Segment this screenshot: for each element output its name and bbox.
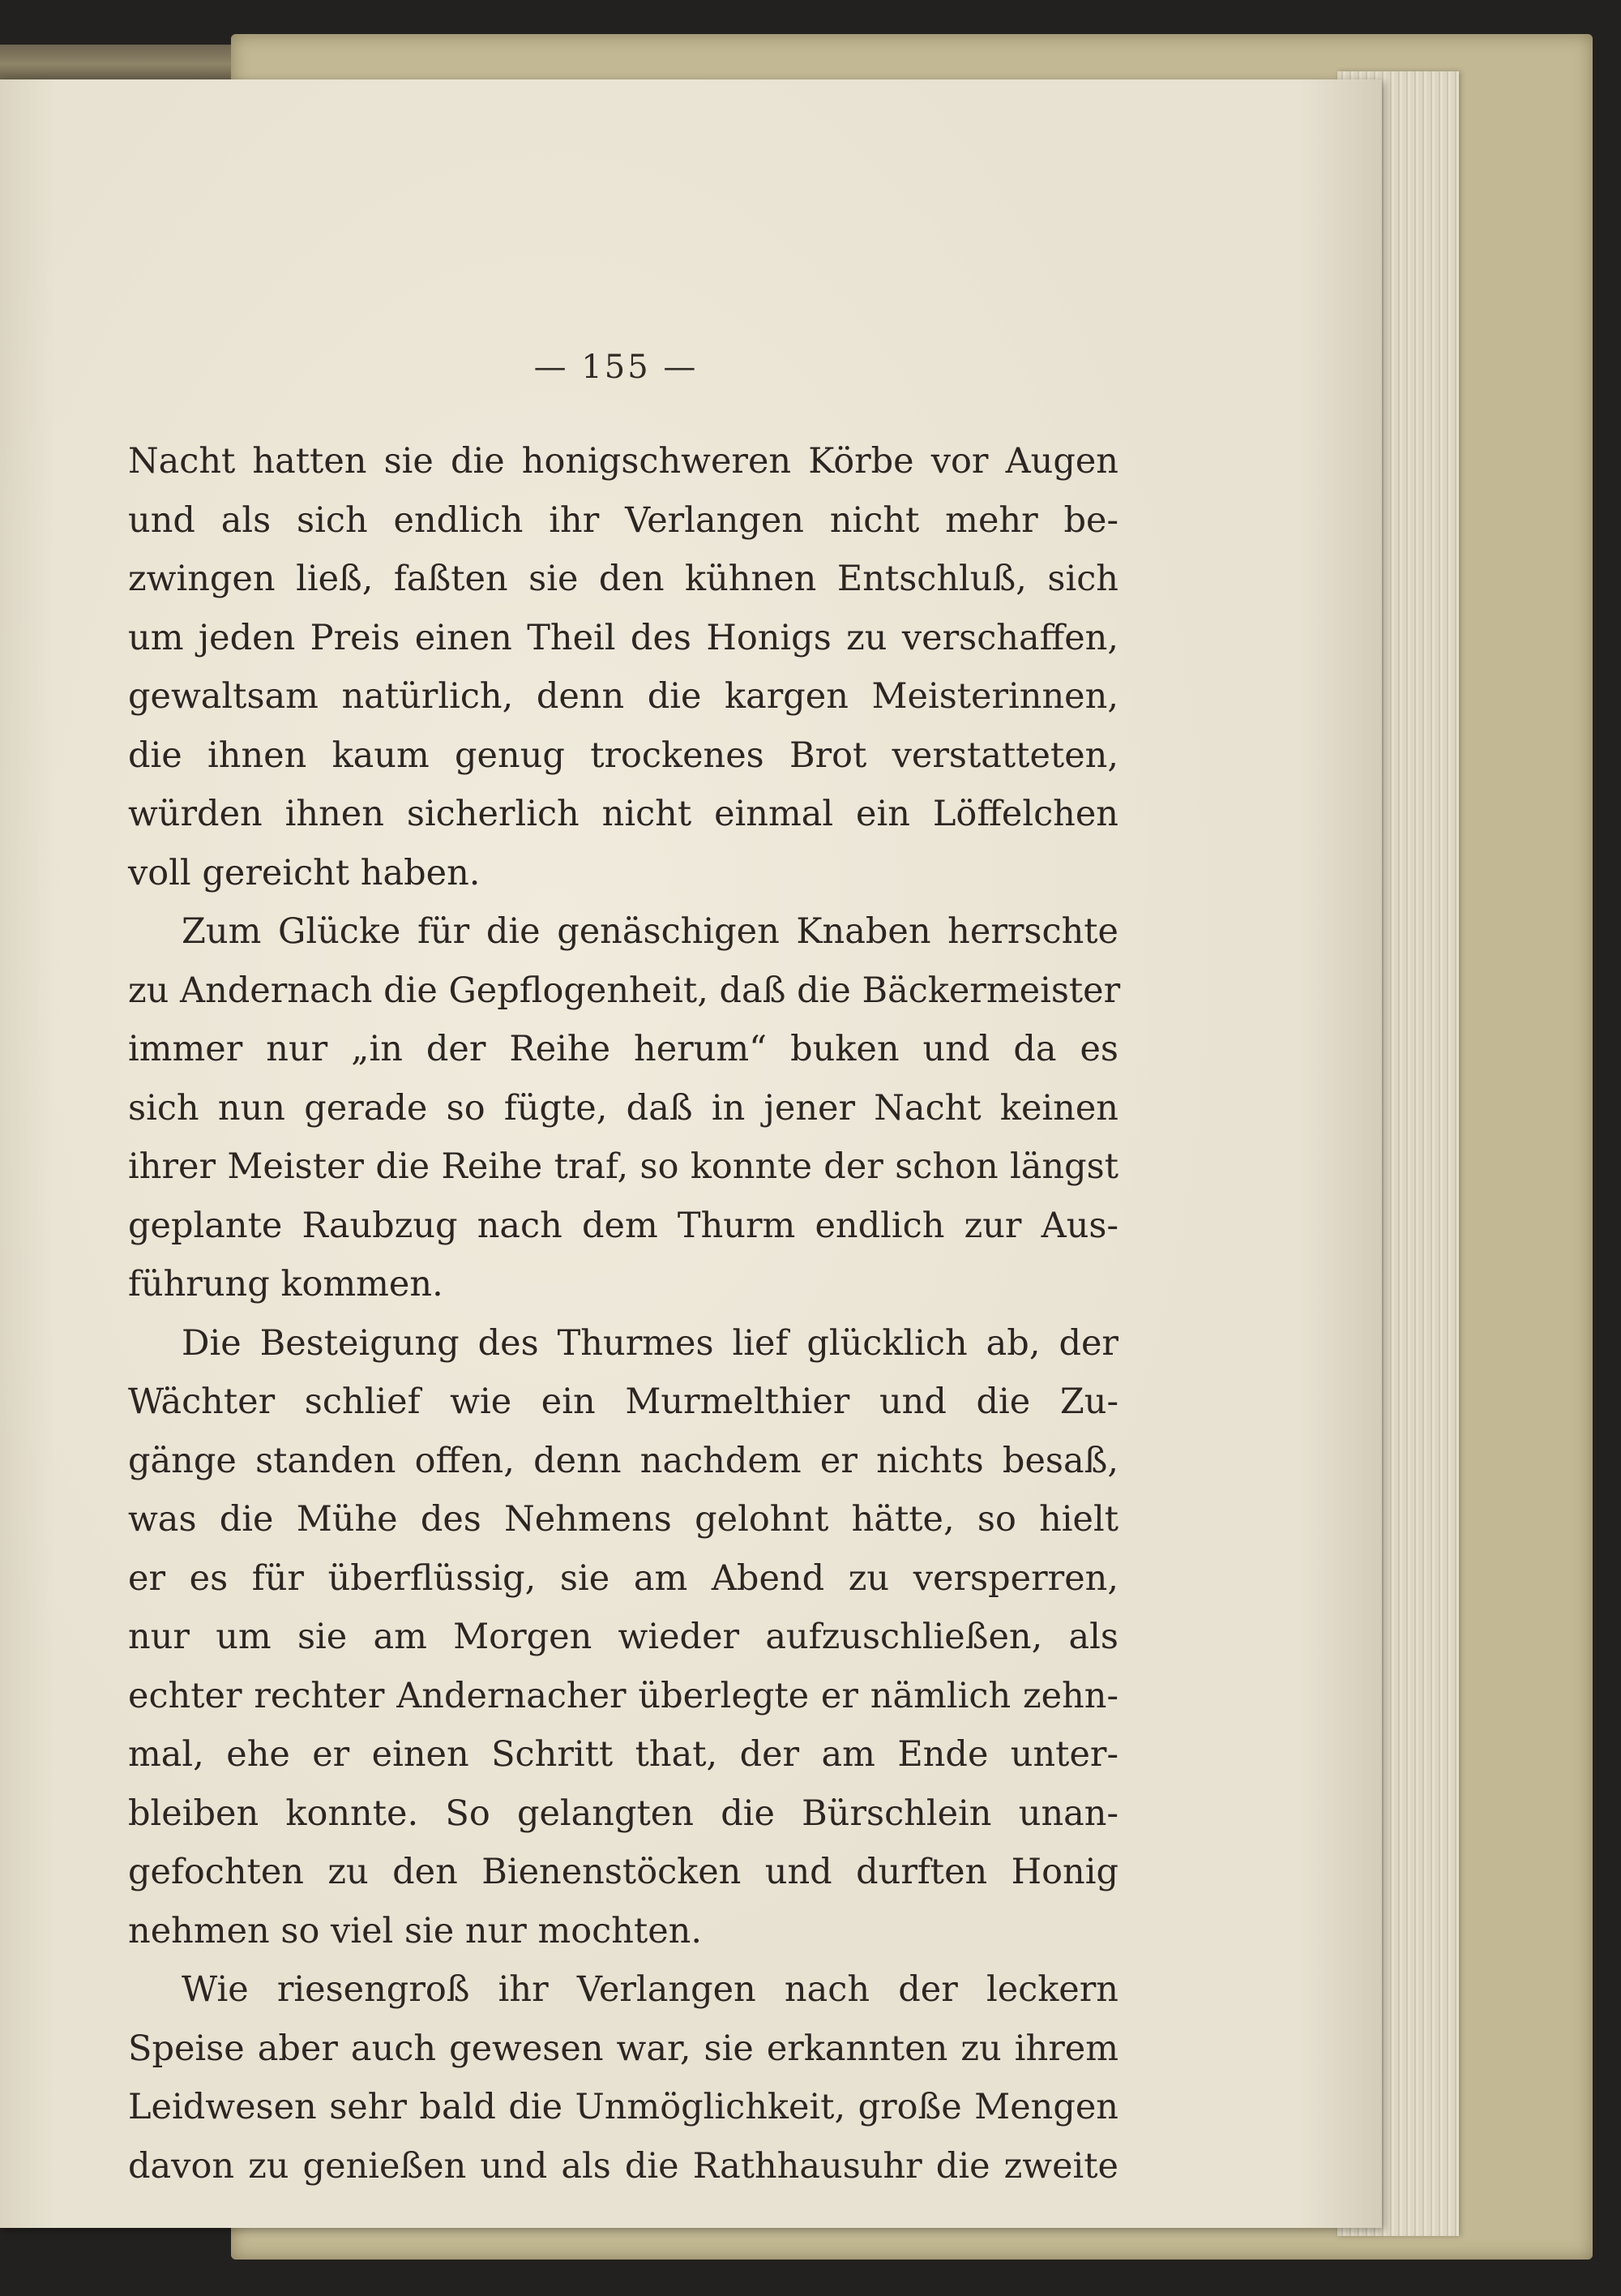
text-line: er es für überflüssig, sie am Abend zu versperren,	[128, 1557, 1118, 1599]
text-line: Nacht hatten sie die honigschweren Körbe vor Augen	[128, 441, 1118, 482]
text-line: sich nun gerade so fügte, daß in jener Nacht keinen	[128, 1087, 1118, 1129]
text-line: Die Besteigung des Thurmes lief glücklich ab, der	[182, 1322, 1118, 1364]
text-line: nehmen so viel sie nur mochten.	[128, 1910, 703, 1951]
paragraph-1	[128, 432, 1118, 902]
text-line: zwingen ließ, faßten sie den kühnen Entschluß, sich	[128, 559, 1118, 599]
text-line: bleiben konnte. So gelangten die Bürschlein unan-	[128, 1793, 1118, 1834]
text-line: Wie riesengroß ihr Verlangen nach der leckern	[182, 1969, 1118, 2010]
paragraph-4	[128, 1960, 1118, 2195]
text-line: Speise aber auch gewesen war, sie erkannten zu ihrem	[128, 2028, 1118, 2069]
text-line: gewaltsam natürlich, denn die kargen Meisterinnen,	[128, 676, 1118, 717]
text-line: gänge standen offen, denn nachdem er nichts besaß,	[128, 1440, 1118, 1481]
book-page	[0, 79, 1382, 2228]
text-line: voll gereicht haben.	[128, 852, 481, 893]
text-line: was die Mühe des Nehmens gelohnt hätte, so hielt	[128, 1499, 1118, 1540]
text-line: echter rechter Andernacher überlegte er nämlich zehn-	[128, 1675, 1118, 1716]
text-line: mal, ehe er einen Schritt that, der am Ende unter-	[128, 1734, 1118, 1775]
text-line: würden ihnen sicherlich nicht einmal ein Löffelchen	[128, 794, 1118, 834]
text-line: immer nur „in der Reihe herum“ buken und da es	[128, 1029, 1118, 1069]
text-line: davon zu genießen und als die Rathhausuhr die zweite	[128, 2145, 1118, 2187]
book-spine-strip	[0, 45, 243, 84]
paragraph-3	[128, 1314, 1118, 1961]
text-line: Wächter schlief wie ein Murmelthier und die Zu-	[128, 1381, 1118, 1422]
paragraph-2	[128, 902, 1121, 1314]
text-line: gefochten zu den Bienenstöcken und durften Honig	[128, 1852, 1118, 1892]
text-line: führung kommen.	[128, 1264, 443, 1304]
text-line: zu Andernach die Gepflogenheit, daß die Bäckermeister	[128, 970, 1121, 1011]
text-line: geplante Raubzug nach dem Thurm endlich zur Aus-	[128, 1205, 1118, 1246]
text-line: und als sich endlich ihr Verlangen nicht mehr be-	[128, 499, 1118, 541]
text-line: um jeden Preis einen Theil des Honigs zu verschaffen,	[128, 617, 1118, 658]
page-number: — 155 —	[533, 349, 699, 386]
text-line: Zum Glücke für die genäschigen Knaben herrschte	[182, 911, 1118, 952]
text-line: die ihnen kaum genug trockenes Brot verstatteten,	[128, 735, 1118, 776]
text-line: Leidwesen sehr bald die Unmöglichkeit, große Mengen	[128, 2087, 1118, 2127]
text-line: ihrer Meister die Reihe traf, so konnte der schon längst	[128, 1146, 1118, 1187]
text-line: nur um sie am Morgen wieder aufzuschließen, als	[128, 1617, 1118, 1657]
body-text	[128, 432, 1121, 2195]
